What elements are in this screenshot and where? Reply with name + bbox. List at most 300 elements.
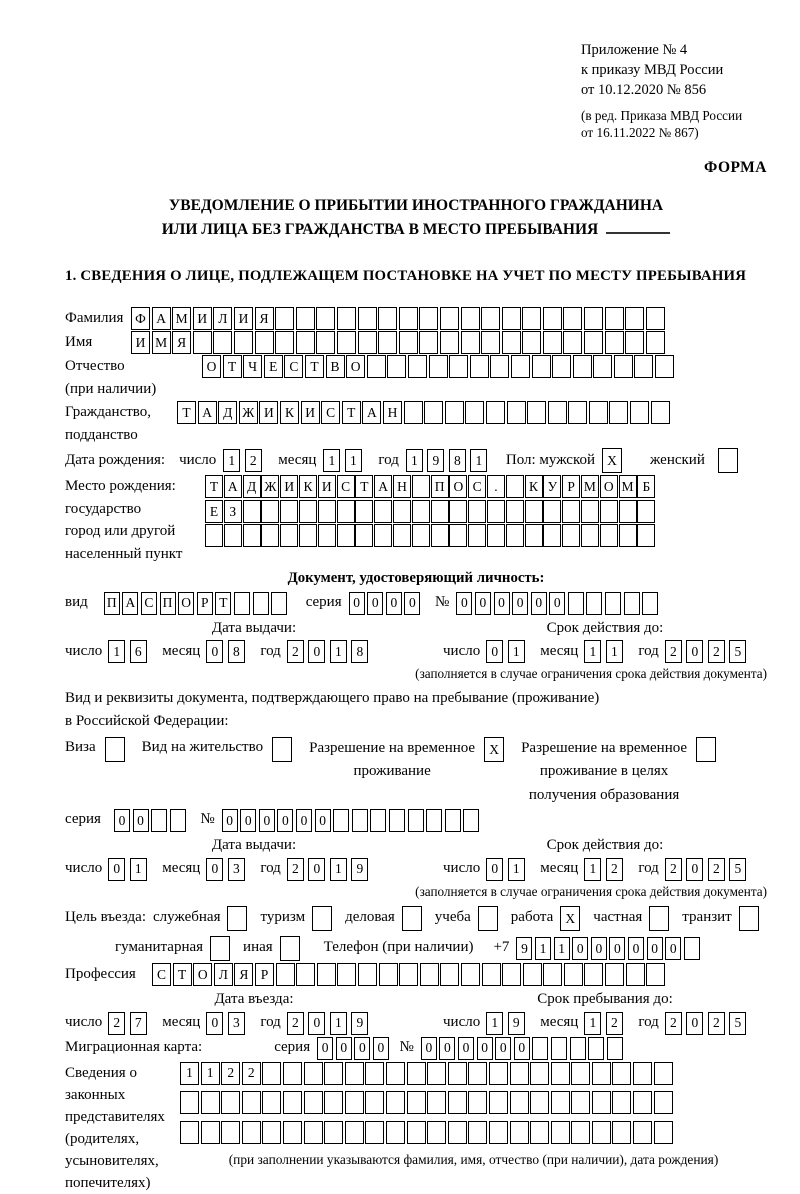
citizenship-cell[interactable]: Т	[342, 401, 361, 424]
birth-place-cell[interactable]	[487, 524, 505, 547]
residence-valid-month-cell[interactable]: 2	[606, 858, 623, 881]
name-cell[interactable]	[584, 331, 603, 354]
residence-number-cell[interactable]: 0	[277, 809, 293, 832]
representatives-cell[interactable]	[345, 1062, 364, 1085]
representatives-cell[interactable]	[612, 1091, 631, 1114]
residence-number-cell[interactable]	[408, 809, 424, 832]
representatives-cell[interactable]	[345, 1091, 364, 1114]
representatives-cell[interactable]	[633, 1062, 652, 1085]
identity-kind-cell[interactable]	[234, 592, 250, 615]
residence-number-cell[interactable]: 0	[222, 809, 238, 832]
birth-place-cell[interactable]: С	[468, 475, 486, 498]
representatives-cell[interactable]	[510, 1091, 529, 1114]
identity-number-cell[interactable]: 0	[512, 592, 528, 615]
birth-place-cell[interactable]	[619, 500, 637, 523]
residence-issue-month-cell[interactable]: 3	[228, 858, 245, 881]
surname-cell[interactable]	[337, 307, 356, 330]
patronymic-cell[interactable]	[634, 355, 653, 378]
identity-valid-year-cell[interactable]: 5	[729, 640, 746, 663]
birth-place-cell[interactable]	[543, 500, 561, 523]
citizenship-cell[interactable]	[445, 401, 464, 424]
patronymic-cell[interactable]: О	[202, 355, 221, 378]
migration-number-cell[interactable]	[570, 1037, 586, 1060]
identity-issue-year-cell[interactable]: 2	[287, 640, 304, 663]
phone-cell[interactable]	[684, 937, 700, 960]
identity-number-cell[interactable]	[605, 592, 621, 615]
citizenship-cell[interactable]	[507, 401, 526, 424]
phone-cell[interactable]: 0	[609, 937, 625, 960]
migration-number-cell[interactable]: 0	[477, 1037, 493, 1060]
birth-place-cell[interactable]	[600, 500, 618, 523]
profession-cell[interactable]: Р	[255, 963, 274, 986]
representatives-cell[interactable]	[262, 1062, 281, 1085]
birth-place-cell[interactable]	[637, 500, 655, 523]
citizenship-cell[interactable]	[568, 401, 587, 424]
birth-place-cell[interactable]: О	[449, 475, 467, 498]
birth-place-cell[interactable]	[299, 524, 317, 547]
profession-cell[interactable]	[482, 963, 501, 986]
residence-series-cell[interactable]	[170, 809, 186, 832]
birth-place-cell[interactable]: М	[619, 475, 637, 498]
citizenship-cell[interactable]: И	[259, 401, 278, 424]
representatives-cell[interactable]	[365, 1062, 384, 1085]
name-cell[interactable]	[440, 331, 459, 354]
identity-number-cell[interactable]: 0	[494, 592, 510, 615]
stay-until-year-cell[interactable]: 2	[665, 1012, 682, 1035]
birth-place-cell[interactable]: Т	[205, 475, 223, 498]
citizenship-cell[interactable]	[589, 401, 608, 424]
birth-year-cell[interactable]: 1	[470, 449, 487, 472]
birth-place-cell[interactable]: Е	[205, 500, 223, 523]
birth-place-cell[interactable]	[468, 524, 486, 547]
citizenship-cell[interactable]	[404, 401, 423, 424]
birth-place-cell[interactable]	[506, 500, 524, 523]
representatives-cell[interactable]	[633, 1121, 652, 1144]
representatives-cell[interactable]	[592, 1121, 611, 1144]
representatives-cell[interactable]	[448, 1121, 467, 1144]
birth-place-cell[interactable]: М	[581, 475, 599, 498]
birth-place-cell[interactable]: К	[525, 475, 543, 498]
purpose-work-checkbox[interactable]: X	[560, 906, 580, 931]
purpose-official-checkbox[interactable]	[227, 906, 247, 931]
identity-kind-cell[interactable]: А	[122, 592, 138, 615]
representatives-cell[interactable]	[386, 1121, 405, 1144]
birth-year-cell[interactable]: 9	[427, 449, 444, 472]
representatives-cell[interactable]	[530, 1062, 549, 1085]
representatives-cell[interactable]	[386, 1091, 405, 1114]
citizenship-cell[interactable]	[651, 401, 670, 424]
representatives-cell[interactable]	[654, 1121, 673, 1144]
surname-cell[interactable]	[378, 307, 397, 330]
name-cell[interactable]	[213, 331, 232, 354]
birth-place-cell[interactable]	[261, 524, 279, 547]
profession-cell[interactable]	[440, 963, 459, 986]
residence-issue-month-cell[interactable]: 0	[206, 858, 223, 881]
residence-permit-checkbox[interactable]	[272, 737, 292, 762]
birth-place-cell[interactable]	[205, 524, 223, 547]
representatives-cell[interactable]	[592, 1091, 611, 1114]
representatives-cell[interactable]	[530, 1091, 549, 1114]
surname-cell[interactable]	[543, 307, 562, 330]
patronymic-cell[interactable]	[470, 355, 489, 378]
sex-male-checkbox[interactable]: X	[602, 448, 622, 473]
surname-cell[interactable]	[358, 307, 377, 330]
birth-place-cell[interactable]: Т	[355, 475, 373, 498]
birth-place-cell[interactable]	[412, 524, 430, 547]
surname-cell[interactable]: И	[193, 307, 212, 330]
representatives-cell[interactable]	[345, 1121, 364, 1144]
patronymic-cell[interactable]	[532, 355, 551, 378]
identity-issue-year-cell[interactable]: 8	[351, 640, 368, 663]
representatives-cell[interactable]	[427, 1121, 446, 1144]
profession-cell[interactable]	[564, 963, 583, 986]
entry-day-cell[interactable]: 2	[108, 1012, 125, 1035]
edu-residence-checkbox[interactable]	[696, 737, 716, 762]
citizenship-cell[interactable]	[424, 401, 443, 424]
profession-cell[interactable]	[276, 963, 295, 986]
profession-cell[interactable]	[502, 963, 521, 986]
representatives-cell[interactable]	[407, 1121, 426, 1144]
residence-series-cell[interactable]: 0	[114, 809, 130, 832]
citizenship-cell[interactable]: А	[362, 401, 381, 424]
residence-issue-year-cell[interactable]: 0	[308, 858, 325, 881]
name-cell[interactable]	[378, 331, 397, 354]
representatives-cell[interactable]	[489, 1091, 508, 1114]
representatives-cell[interactable]	[612, 1062, 631, 1085]
patronymic-cell[interactable]	[449, 355, 468, 378]
profession-cell[interactable]: С	[152, 963, 171, 986]
representatives-cell[interactable]	[365, 1091, 384, 1114]
entry-month-cell[interactable]: 3	[228, 1012, 245, 1035]
patronymic-cell[interactable]	[593, 355, 612, 378]
stay-until-year-cell[interactable]: 0	[686, 1012, 703, 1035]
representatives-cell[interactable]	[283, 1062, 302, 1085]
identity-kind-cell[interactable]: Р	[197, 592, 213, 615]
migration-number-cell[interactable]	[607, 1037, 623, 1060]
birth-place-cell[interactable]	[562, 500, 580, 523]
residence-number-cell[interactable]: 0	[259, 809, 275, 832]
surname-cell[interactable]	[316, 307, 335, 330]
visa-checkbox[interactable]	[105, 737, 125, 762]
profession-cell[interactable]	[399, 963, 418, 986]
birth-place-cell[interactable]: И	[280, 475, 298, 498]
profession-cell[interactable]	[337, 963, 356, 986]
name-cell[interactable]: Я	[172, 331, 191, 354]
representatives-cell[interactable]	[654, 1062, 673, 1085]
surname-cell[interactable]	[502, 307, 521, 330]
identity-valid-year-cell[interactable]: 0	[686, 640, 703, 663]
representatives-cell[interactable]	[304, 1091, 323, 1114]
purpose-private-checkbox[interactable]	[649, 906, 669, 931]
representatives-cell[interactable]: 1	[180, 1062, 199, 1085]
representatives-cell[interactable]	[201, 1091, 220, 1114]
surname-cell[interactable]: Ф	[131, 307, 150, 330]
entry-day-cell[interactable]: 7	[130, 1012, 147, 1035]
birth-place-cell[interactable]	[506, 524, 524, 547]
birth-place-cell[interactable]: .	[487, 475, 505, 498]
birth-place-cell[interactable]	[299, 500, 317, 523]
representatives-cell[interactable]	[242, 1121, 261, 1144]
residence-number-cell[interactable]: 0	[240, 809, 256, 832]
representatives-cell[interactable]	[571, 1121, 590, 1144]
name-cell[interactable]: М	[152, 331, 171, 354]
name-cell[interactable]	[255, 331, 274, 354]
phone-cell[interactable]: 0	[647, 937, 663, 960]
birth-place-cell[interactable]	[412, 475, 430, 498]
representatives-cell[interactable]	[510, 1062, 529, 1085]
representatives-cell[interactable]	[407, 1062, 426, 1085]
entry-year-cell[interactable]: 2	[287, 1012, 304, 1035]
identity-issue-day-cell[interactable]: 6	[130, 640, 147, 663]
migration-number-cell[interactable]: 0	[421, 1037, 437, 1060]
citizenship-cell[interactable]	[548, 401, 567, 424]
patronymic-cell[interactable]	[573, 355, 592, 378]
migration-number-cell[interactable]: 0	[495, 1037, 511, 1060]
name-cell[interactable]	[625, 331, 644, 354]
representatives-cell[interactable]	[262, 1091, 281, 1114]
identity-kind-cell[interactable]: С	[141, 592, 157, 615]
residence-valid-year-cell[interactable]: 5	[729, 858, 746, 881]
residence-number-cell[interactable]: 0	[315, 809, 331, 832]
identity-issue-month-cell[interactable]: 0	[206, 640, 223, 663]
temp-residence-checkbox[interactable]: X	[484, 737, 504, 762]
name-cell[interactable]	[296, 331, 315, 354]
representatives-cell[interactable]: 2	[221, 1062, 240, 1085]
identity-number-cell[interactable]: 0	[475, 592, 491, 615]
representatives-cell[interactable]	[448, 1091, 467, 1114]
phone-cell[interactable]: 0	[665, 937, 681, 960]
residence-number-cell[interactable]	[333, 809, 349, 832]
residence-valid-day-cell[interactable]: 0	[486, 858, 503, 881]
profession-cell[interactable]: Я	[234, 963, 253, 986]
sex-female-checkbox[interactable]	[718, 448, 738, 473]
representatives-cell[interactable]	[448, 1062, 467, 1085]
entry-year-cell[interactable]: 0	[308, 1012, 325, 1035]
representatives-cell[interactable]	[612, 1121, 631, 1144]
surname-cell[interactable]	[275, 307, 294, 330]
representatives-cell[interactable]	[468, 1091, 487, 1114]
birth-place-cell[interactable]: О	[600, 475, 618, 498]
birth-place-cell[interactable]	[600, 524, 618, 547]
representatives-cell[interactable]	[530, 1121, 549, 1144]
patronymic-cell[interactable]	[408, 355, 427, 378]
identity-kind-cell[interactable]: П	[160, 592, 176, 615]
birth-place-cell[interactable]	[487, 500, 505, 523]
residence-issue-day-cell[interactable]: 1	[130, 858, 147, 881]
purpose-tourism-checkbox[interactable]	[312, 906, 332, 931]
representatives-cell[interactable]	[468, 1121, 487, 1144]
name-cell[interactable]	[563, 331, 582, 354]
name-cell[interactable]	[605, 331, 624, 354]
residence-number-cell[interactable]	[389, 809, 405, 832]
birth-place-cell[interactable]	[393, 524, 411, 547]
representatives-cell[interactable]	[365, 1121, 384, 1144]
residence-number-cell[interactable]	[445, 809, 461, 832]
patronymic-cell[interactable]: Т	[305, 355, 324, 378]
birth-place-cell[interactable]	[355, 500, 373, 523]
residence-issue-year-cell[interactable]: 1	[330, 858, 347, 881]
birth-place-cell[interactable]: С	[337, 475, 355, 498]
residence-valid-year-cell[interactable]: 2	[708, 858, 725, 881]
citizenship-cell[interactable]: К	[280, 401, 299, 424]
profession-cell[interactable]: О	[193, 963, 212, 986]
representatives-cell[interactable]	[201, 1121, 220, 1144]
residence-issue-day-cell[interactable]: 0	[108, 858, 125, 881]
surname-cell[interactable]	[646, 307, 665, 330]
name-cell[interactable]	[234, 331, 253, 354]
identity-series-cell[interactable]: 0	[404, 592, 420, 615]
identity-valid-month-cell[interactable]: 1	[584, 640, 601, 663]
citizenship-cell[interactable]	[486, 401, 505, 424]
birth-place-cell[interactable]	[243, 500, 261, 523]
phone-cell[interactable]: 0	[628, 937, 644, 960]
profession-cell[interactable]: Т	[173, 963, 192, 986]
patronymic-cell[interactable]: Т	[223, 355, 242, 378]
identity-number-cell[interactable]: 0	[531, 592, 547, 615]
profession-cell[interactable]	[646, 963, 665, 986]
residence-number-cell[interactable]	[426, 809, 442, 832]
phone-cell[interactable]: 1	[554, 937, 570, 960]
surname-cell[interactable]	[605, 307, 624, 330]
birth-place-cell[interactable]	[261, 500, 279, 523]
citizenship-cell[interactable]	[630, 401, 649, 424]
profession-cell[interactable]	[317, 963, 336, 986]
representatives-cell[interactable]	[427, 1091, 446, 1114]
birth-place-cell[interactable]: И	[318, 475, 336, 498]
stay-until-year-cell[interactable]: 5	[729, 1012, 746, 1035]
representatives-cell[interactable]	[386, 1062, 405, 1085]
birth-year-cell[interactable]: 1	[406, 449, 423, 472]
representatives-cell[interactable]	[551, 1062, 570, 1085]
stay-until-day-cell[interactable]: 9	[508, 1012, 525, 1035]
representatives-cell[interactable]	[407, 1091, 426, 1114]
surname-cell[interactable]: М	[172, 307, 191, 330]
surname-cell[interactable]	[440, 307, 459, 330]
residence-series-cell[interactable]	[151, 809, 167, 832]
birth-place-cell[interactable]: Р	[562, 475, 580, 498]
representatives-cell[interactable]	[283, 1121, 302, 1144]
patronymic-cell[interactable]: Е	[264, 355, 283, 378]
birth-place-cell[interactable]	[412, 500, 430, 523]
identity-number-cell[interactable]	[642, 592, 658, 615]
citizenship-cell[interactable]: Т	[177, 401, 196, 424]
name-cell[interactable]	[419, 331, 438, 354]
representatives-cell[interactable]	[633, 1091, 652, 1114]
identity-number-cell[interactable]	[568, 592, 584, 615]
identity-issue-year-cell[interactable]: 1	[330, 640, 347, 663]
representatives-cell[interactable]	[324, 1062, 343, 1085]
profession-cell[interactable]	[379, 963, 398, 986]
name-cell[interactable]	[461, 331, 480, 354]
residence-valid-month-cell[interactable]: 1	[584, 858, 601, 881]
birth-place-cell[interactable]	[525, 524, 543, 547]
birth-place-cell[interactable]	[224, 524, 242, 547]
identity-issue-month-cell[interactable]: 8	[228, 640, 245, 663]
birth-place-cell[interactable]: Н	[393, 475, 411, 498]
patronymic-cell[interactable]	[490, 355, 509, 378]
representatives-cell[interactable]	[180, 1121, 199, 1144]
profession-cell[interactable]	[626, 963, 645, 986]
surname-cell[interactable]: Я	[255, 307, 274, 330]
identity-issue-year-cell[interactable]: 0	[308, 640, 325, 663]
purpose-study-checkbox[interactable]	[478, 906, 498, 931]
purpose-transit-checkbox[interactable]	[739, 906, 759, 931]
phone-cell[interactable]: 9	[516, 937, 532, 960]
identity-kind-cell[interactable]: Т	[215, 592, 231, 615]
residence-number-cell[interactable]	[463, 809, 479, 832]
name-cell[interactable]	[193, 331, 212, 354]
profession-cell[interactable]	[296, 963, 315, 986]
birth-place-cell[interactable]: К	[299, 475, 317, 498]
stay-until-day-cell[interactable]: 1	[486, 1012, 503, 1035]
residence-issue-year-cell[interactable]: 2	[287, 858, 304, 881]
birth-place-cell[interactable]	[431, 500, 449, 523]
identity-kind-cell[interactable]	[271, 592, 287, 615]
birth-place-cell[interactable]	[619, 524, 637, 547]
representatives-cell[interactable]	[283, 1091, 302, 1114]
birth-place-cell[interactable]: З	[224, 500, 242, 523]
surname-cell[interactable]: А	[152, 307, 171, 330]
identity-valid-day-cell[interactable]: 0	[486, 640, 503, 663]
migration-series-cell[interactable]: 0	[336, 1037, 352, 1060]
residence-number-cell[interactable]	[370, 809, 386, 832]
migration-series-cell[interactable]: 0	[373, 1037, 389, 1060]
phone-cell[interactable]: 0	[572, 937, 588, 960]
representatives-cell[interactable]	[221, 1121, 240, 1144]
birth-place-cell[interactable]: Ж	[261, 475, 279, 498]
identity-valid-month-cell[interactable]: 1	[606, 640, 623, 663]
citizenship-cell[interactable]: С	[321, 401, 340, 424]
patronymic-cell[interactable]	[655, 355, 674, 378]
representatives-cell[interactable]: 1	[201, 1062, 220, 1085]
purpose-other-checkbox[interactable]	[280, 936, 300, 961]
representatives-cell[interactable]	[304, 1121, 323, 1144]
stay-until-month-cell[interactable]: 2	[606, 1012, 623, 1035]
birth-place-cell[interactable]: А	[374, 475, 392, 498]
identity-number-cell[interactable]: 0	[456, 592, 472, 615]
representatives-cell[interactable]	[242, 1091, 261, 1114]
name-cell[interactable]: И	[131, 331, 150, 354]
patronymic-cell[interactable]: Ч	[243, 355, 262, 378]
birth-place-cell[interactable]: А	[224, 475, 242, 498]
surname-cell[interactable]	[584, 307, 603, 330]
stay-until-month-cell[interactable]: 1	[584, 1012, 601, 1035]
migration-number-cell[interactable]	[532, 1037, 548, 1060]
profession-cell[interactable]	[584, 963, 603, 986]
birth-place-cell[interactable]	[337, 500, 355, 523]
birth-place-cell[interactable]: П	[431, 475, 449, 498]
birth-place-cell[interactable]	[506, 475, 524, 498]
name-cell[interactable]	[522, 331, 541, 354]
name-cell[interactable]	[399, 331, 418, 354]
representatives-cell[interactable]	[592, 1062, 611, 1085]
migration-number-cell[interactable]	[588, 1037, 604, 1060]
profession-cell[interactable]	[358, 963, 377, 986]
entry-year-cell[interactable]: 9	[351, 1012, 368, 1035]
name-cell[interactable]	[646, 331, 665, 354]
birth-place-cell[interactable]: Д	[243, 475, 261, 498]
representatives-cell[interactable]	[468, 1062, 487, 1085]
patronymic-cell[interactable]: В	[326, 355, 345, 378]
representatives-cell[interactable]	[654, 1091, 673, 1114]
representatives-cell[interactable]	[324, 1121, 343, 1144]
birth-place-cell[interactable]	[637, 524, 655, 547]
name-cell[interactable]	[543, 331, 562, 354]
birth-month-cell[interactable]: 1	[345, 449, 362, 472]
patronymic-cell[interactable]	[429, 355, 448, 378]
birth-place-cell[interactable]: У	[543, 475, 561, 498]
birth-day-cell[interactable]: 1	[223, 449, 240, 472]
